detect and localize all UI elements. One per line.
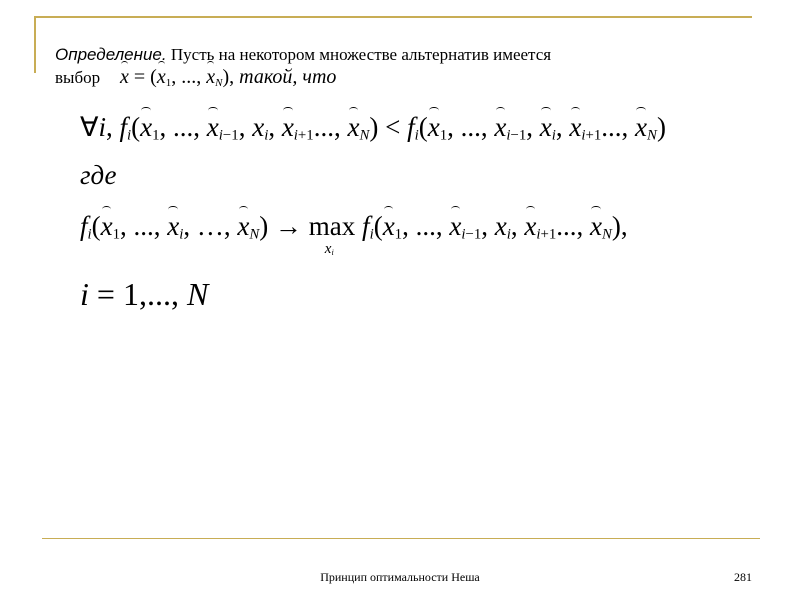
formula-index-range: i = 1,..., N (80, 276, 209, 312)
formula-choice-vector: $x = (x_1$, ..., $x_N$), такой, что (120, 66, 337, 89)
decorative-vertical-line (34, 16, 36, 73)
decorative-top-line (34, 16, 752, 18)
definition-label: Определение. (55, 45, 167, 64)
definition-sentence (55, 44, 551, 65)
footer-divider (42, 538, 760, 539)
definition-text: Пусть на некотором множестве альтернатив имеется (166, 45, 552, 64)
page-number: 281 (734, 570, 752, 584)
choice-word: выбор (55, 68, 101, 87)
formula-max-condition: $f_i(x_1$, ..., $x_i$, …, $x_N) \to \max$ $x_i$ $f_i(x_1$, ..., $x_{i-1}$, $x_i$, $x_{i+1}$..., $x_N$), (80, 211, 628, 258)
where-word: где (80, 160, 117, 190)
formula-nash-inequality: ∀i, $f_i(x_1$, ..., $x_{i-1}$, $x_i$, $x_{i+1}$..., $x_N) < f_i(x_1$, ..., $x_{i-1}$, $x_i$, $x_{i+1}$..., $x_N$) (80, 112, 666, 144)
such-that-phrase: такой, что (239, 66, 337, 88)
footer-title: Принцип оптимальности Неша (320, 570, 480, 584)
